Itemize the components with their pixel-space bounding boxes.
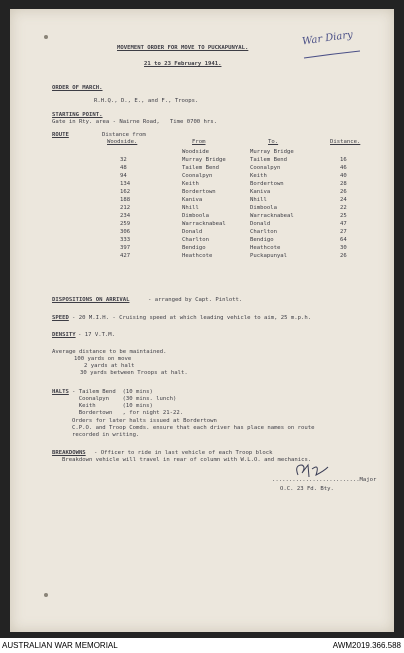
route-cell-from: Bendigo xyxy=(182,245,206,251)
route-row xyxy=(10,237,394,244)
route-cell-distance: 27 xyxy=(340,229,347,235)
route-cell-cumulative: 259 xyxy=(120,221,131,227)
document-title: MOVEMENT ORDER FOR MOVE TO PUCKAPUNYAL. xyxy=(117,45,249,51)
route-cell-to: Charlton xyxy=(250,229,277,235)
route-cell-to: Coonalpyn xyxy=(250,165,281,171)
average-distance-intro: Average distance to be maintained. xyxy=(52,349,167,355)
route-cell-to: Bendigo xyxy=(250,237,274,243)
route-cell-distance: 16 xyxy=(340,157,347,163)
route-row xyxy=(10,221,394,228)
route-label: ROUTE xyxy=(52,132,69,138)
route-row xyxy=(10,165,394,172)
route-header-to: To. xyxy=(268,139,279,145)
route-cell-cumulative: 134 xyxy=(120,181,131,187)
route-cell-cumulative: 234 xyxy=(120,213,131,219)
route-row xyxy=(10,245,394,252)
average-line: 2 yards at halt xyxy=(84,363,135,369)
route-cell-from: Woodside xyxy=(182,149,209,155)
breakdowns-text: - Officer to ride in last vehicle of each Troop block xyxy=(94,450,273,456)
route-cell-distance: 40 xyxy=(340,173,347,179)
route-cell-cumulative: 306 xyxy=(120,229,131,235)
route-cell-cumulative: 427 xyxy=(120,253,131,259)
route-cell-distance: 26 xyxy=(340,253,347,259)
route-cell-from: Nhill xyxy=(182,205,199,211)
route-cell-to: Bordertown xyxy=(250,181,284,187)
route-cell-from: Warracknabeal xyxy=(182,221,226,227)
route-row xyxy=(10,181,394,188)
route-row xyxy=(10,157,394,164)
route-cell-from: Murray Bridge xyxy=(182,157,226,163)
average-line: 100 yards on move xyxy=(74,356,132,362)
route-cell-distance: 24 xyxy=(340,197,347,203)
route-cell-from: Donald xyxy=(182,229,203,235)
route-cell-distance: 64 xyxy=(340,237,347,243)
route-cell-to: Heathcote xyxy=(250,245,281,251)
route-cell-to: Puckapunyal xyxy=(250,253,288,259)
route-cell-to: Donald xyxy=(250,221,271,227)
signature-title: O.C. 23 Fd. Bty. xyxy=(280,486,334,492)
route-header-woodside: Woodside. xyxy=(107,139,138,145)
route-cell-from: Tailem Bend xyxy=(182,165,220,171)
halts-note: Orders for later halts issued at Bordertown xyxy=(72,418,217,424)
breakdowns-text-2: Breakdown vehicle will travel in rear of column with W.L.O. and mechanics. xyxy=(62,457,312,463)
route-cell-from: Coonalpyn xyxy=(182,173,213,179)
route-cell-cumulative: 48 xyxy=(120,165,127,171)
halt-line: Coonalpyn (30 mins. lunch) xyxy=(72,396,177,402)
route-cell-distance: 47 xyxy=(340,221,347,227)
breakdowns-label: BREAKDOWNS xyxy=(52,450,86,456)
halts-note: recorded in writing. xyxy=(72,432,140,438)
halts-note: C.P.O. and Troop Comds. ensure that each driver has place names on route xyxy=(72,425,315,431)
halts-label: HALTS xyxy=(52,389,69,395)
route-cell-from: Bordertown xyxy=(182,189,216,195)
route-cell-cumulative: 188 xyxy=(120,197,131,203)
density-label: DENSITY xyxy=(52,332,76,338)
route-cell-distance: 28 xyxy=(340,181,347,187)
route-header-distance-from: Distance from xyxy=(102,132,146,138)
document-date: 21 to 23 February 1941. xyxy=(144,61,222,67)
average-line: 30 yards between Troops at halt. xyxy=(80,370,188,376)
route-cell-distance: 26 xyxy=(340,189,347,195)
route-row xyxy=(10,213,394,220)
route-cell-to: Murray Bridge xyxy=(250,149,294,155)
signature-line: ..........................Major xyxy=(272,477,377,483)
note-underline xyxy=(302,49,364,61)
route-cell-cumulative: 32 xyxy=(120,157,127,163)
route-cell-from: Kaniva xyxy=(182,197,203,203)
route-cell-cumulative: 162 xyxy=(120,189,131,195)
route-cell-cumulative: 212 xyxy=(120,205,131,211)
route-row xyxy=(10,197,394,204)
document-page xyxy=(10,9,394,632)
route-cell-distance: 46 xyxy=(340,165,347,171)
route-cell-to: Warracknabeal xyxy=(250,213,294,219)
route-cell-distance: 25 xyxy=(340,213,347,219)
route-cell-from: Heathcote xyxy=(182,253,213,259)
route-cell-to: Dimboola xyxy=(250,205,277,211)
halt-line: Keith (10 mins) xyxy=(72,403,153,409)
density-text: - 17 V.T.M. xyxy=(78,332,116,338)
punch-hole xyxy=(44,35,48,39)
route-cell-distance: 22 xyxy=(340,205,347,211)
punch-hole xyxy=(44,593,48,597)
halt-line: Bordertown , for night 21-22. xyxy=(72,410,184,416)
route-cell-cumulative: 333 xyxy=(120,237,131,243)
footer-accession-number: AWM2019.366.588 xyxy=(332,641,401,650)
route-row xyxy=(10,205,394,212)
footer xyxy=(0,638,404,653)
dispositions-label: DISPOSITIONS ON ARRIVAL xyxy=(52,297,130,303)
route-cell-cumulative: 397 xyxy=(120,245,131,251)
route-cell-cumulative: 94 xyxy=(120,173,127,179)
route-header-distance: Distance. xyxy=(330,139,361,145)
speed-text: - 20 M.I.H. - Cruising speed at which leading vehicle to aim, 25 m.p.h. xyxy=(72,315,312,321)
speed-label: SPEED xyxy=(52,315,69,321)
route-cell-to: Keith xyxy=(250,173,267,179)
route-cell-to: Nhill xyxy=(250,197,267,203)
starting-point-text: Gate in Rty. area - Nairne Road, Time 0700 hrs. xyxy=(52,119,218,125)
route-row xyxy=(10,173,394,180)
route-row xyxy=(10,253,394,260)
halt-line: - Tailem Bend (10 mins) xyxy=(72,389,153,395)
route-cell-to: Tailem Bend xyxy=(250,157,288,163)
route-cell-from: Charlton xyxy=(182,237,209,243)
starting-point-label: STARTING POINT. xyxy=(52,112,103,118)
route-row xyxy=(10,189,394,196)
footer-institution: AUSTRALIAN WAR MEMORIAL xyxy=(2,641,118,650)
route-cell-distance: 30 xyxy=(340,245,347,251)
route-cell-from: Keith xyxy=(182,181,199,187)
dispositions-text: - arranged by Capt. Pinlott. xyxy=(148,297,243,303)
handwritten-note: War Diary xyxy=(301,29,354,48)
route-row xyxy=(10,229,394,236)
route-row xyxy=(10,149,394,156)
route-cell-to: Kaniva xyxy=(250,189,271,195)
order-of-march-label: ORDER OF MARCH. xyxy=(52,85,103,91)
route-cell-from: Dimboola xyxy=(182,213,209,219)
order-of-march-text: R.H.Q., D., E., and F., Troops. xyxy=(94,98,199,104)
route-header-from: From xyxy=(192,139,206,145)
